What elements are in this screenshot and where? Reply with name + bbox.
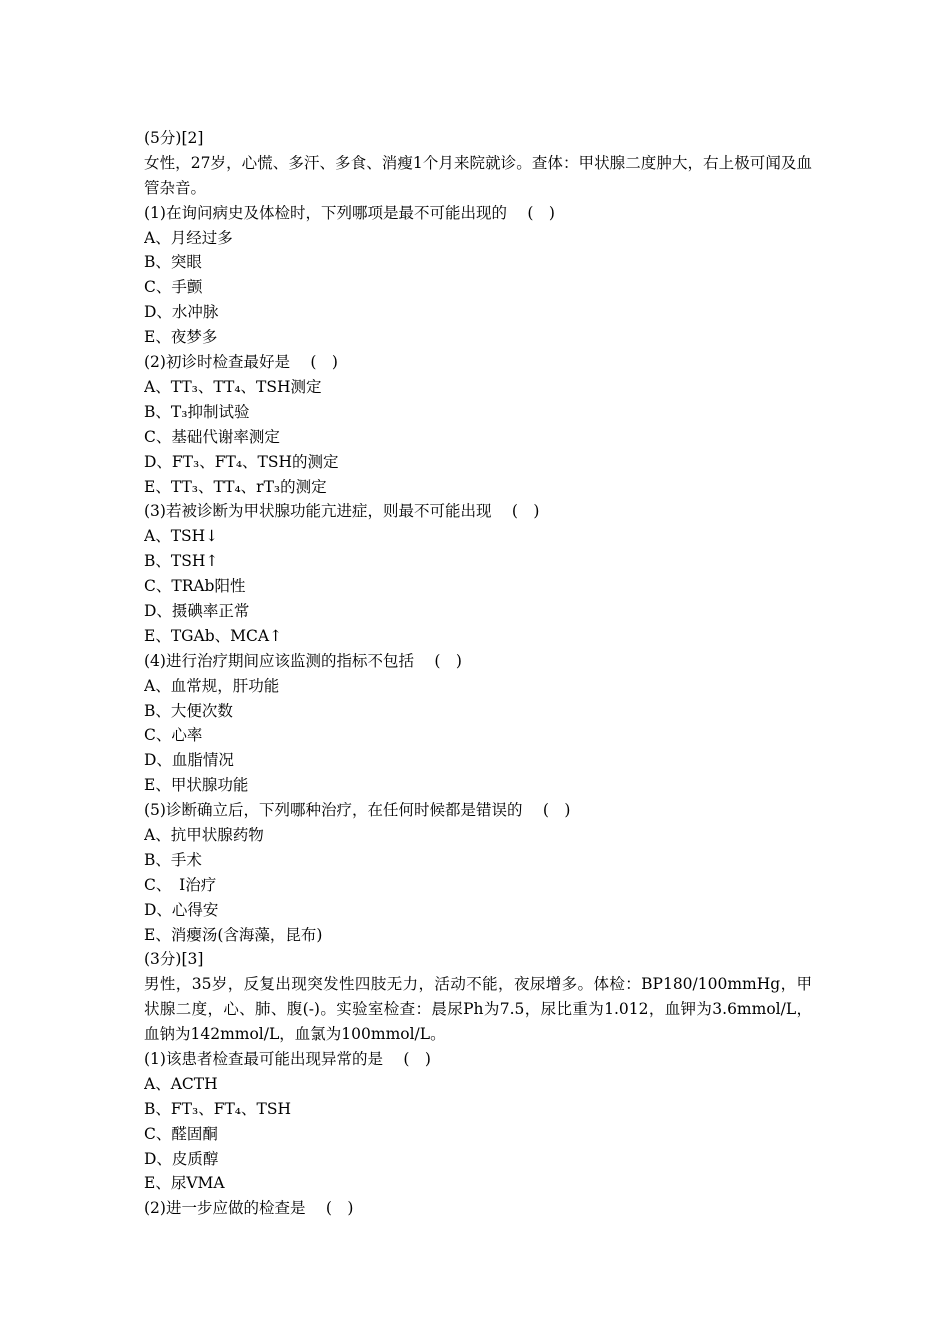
option: C、 I治疗 xyxy=(144,875,217,894)
section-header: (5分)[2] xyxy=(144,129,204,147)
option: A、月经过多 xyxy=(144,228,233,247)
option: B、T₃抑制试验 xyxy=(144,402,250,421)
option: A、TT₃、TT₄、TSH测定 xyxy=(144,377,322,396)
question: (2)进一步应做的检查是 ( ) xyxy=(144,1199,354,1218)
option: D、FT₃、FT₄、TSH的测定 xyxy=(144,452,339,471)
option: D、水冲脉 xyxy=(144,303,219,322)
option: E、TT₃、TT₄、rT₃的测定 xyxy=(144,477,327,496)
option: A、血常规，肝功能 xyxy=(144,676,280,695)
document-page xyxy=(144,126,812,1221)
option: B、FT₃、FT₄、TSH xyxy=(144,1099,291,1118)
option: B、突眼 xyxy=(144,253,202,272)
option: C、心率 xyxy=(144,726,203,745)
option: C、手颤 xyxy=(144,278,203,297)
option: B、手术 xyxy=(144,850,202,869)
case-description: 男性，35岁，反复出现突发性四肢无力，活动不能，夜尿增多。体检：BP180/100mmHg，甲状腺二度，心、肺、腹(-)。实验室检查：晨尿Ph为7.5，尿比重为1.012，血钾为3.6mmol/L，血钠为142mmol/L，血氯为100mmol/L。 xyxy=(144,975,812,1044)
option: E、消瘿汤(含海藻，昆布) xyxy=(144,925,323,944)
option: E、TGAb、MCA↑ xyxy=(144,626,283,645)
option: E、尿VMA xyxy=(144,1174,225,1193)
question: (1)在询问病史及体检时，下列哪项是最不可能出现的 ( ) xyxy=(144,203,555,222)
option: A、ACTH xyxy=(144,1074,218,1093)
question: (4)进行治疗期间应该监测的指标不包括 ( ) xyxy=(144,651,462,670)
option: C、TRAb阳性 xyxy=(144,577,246,596)
option: C、醛固酮 xyxy=(144,1124,218,1143)
option: E、甲状腺功能 xyxy=(144,776,249,795)
option: E、夜梦多 xyxy=(144,328,218,347)
option: D、皮质醇 xyxy=(144,1149,219,1168)
question: (2)初诊时检查最好是 ( ) xyxy=(144,353,338,372)
option: C、基础代谢率测定 xyxy=(144,427,280,446)
question: (5)诊断确立后，下列哪种治疗，在任何时候都是错误的 ( ) xyxy=(144,801,571,820)
option: B、大便次数 xyxy=(144,701,233,720)
question: (3)若被诊断为甲状腺功能亢进症，则最不可能出现 ( ) xyxy=(144,502,540,521)
option: A、抗甲状腺药物 xyxy=(144,825,264,844)
option: A、TSH↓ xyxy=(144,527,219,546)
section-header: (3分)[3] xyxy=(144,950,204,969)
option: D、血脂情况 xyxy=(144,751,234,770)
case-description: 女性，27岁，心慌、多汗、多食、消瘦1个月来院就诊。查体：甲状腺二度肿大，右上极可闻及血管杂音。 xyxy=(144,153,812,197)
option: B、TSH↑ xyxy=(144,552,219,571)
option: D、心得安 xyxy=(144,900,219,919)
question: (1)该患者检查最可能出现异常的是 ( ) xyxy=(144,1050,431,1069)
option: D、摄碘率正常 xyxy=(144,601,250,620)
